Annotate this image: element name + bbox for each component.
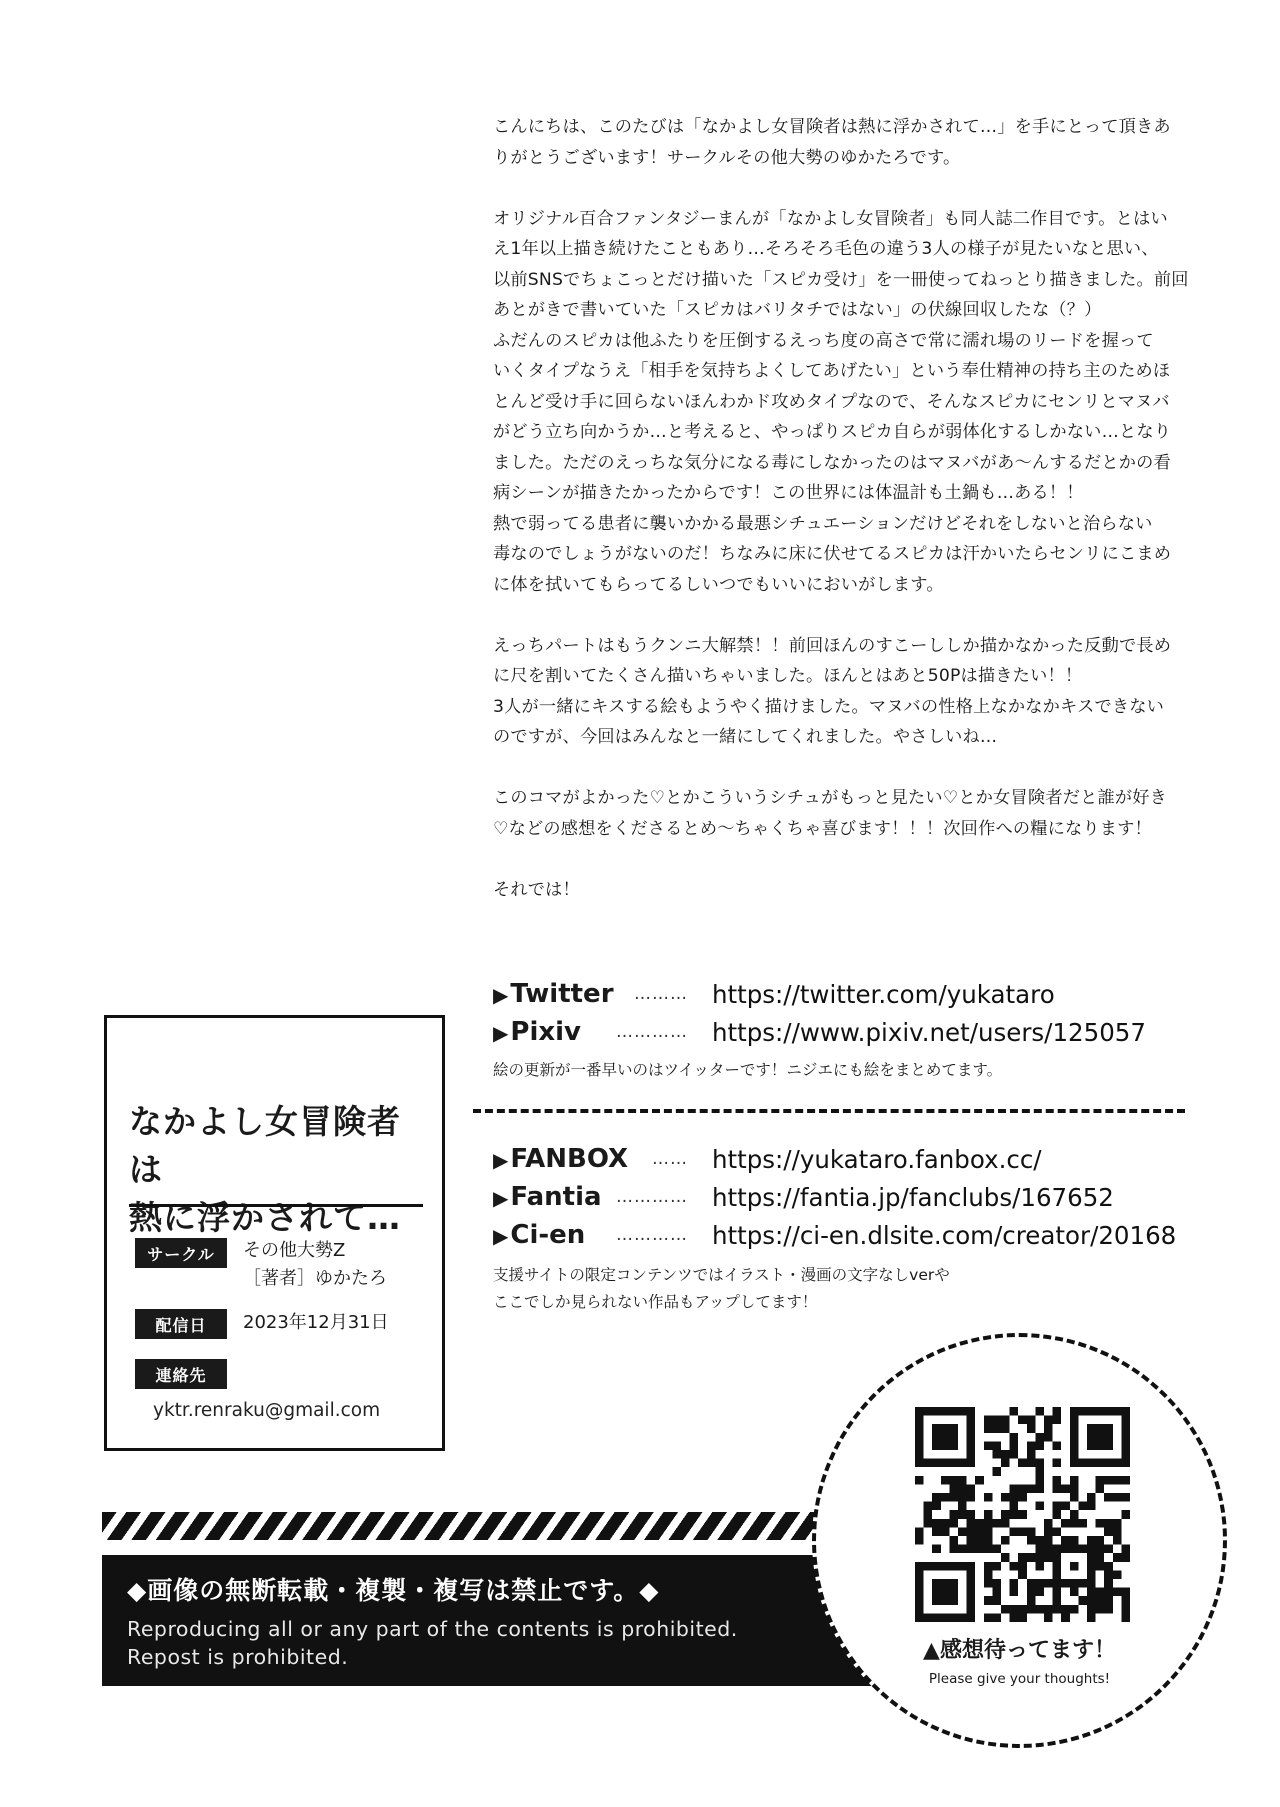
circle-label: サークル (135, 1238, 227, 1268)
afterword-paragraph: このコマがよかった♡とかこういうシチュがもっと見たい♡とか女冒険者だと誰が好き ♡などの感想をくださるとめ〜ちゃくちゃ喜びます！！！次回作への糧になります！ (493, 788, 1168, 839)
twitter-link[interactable]: ▶Twitter ……… https://twitter.com/yukataro (493, 979, 1055, 1009)
dashed-divider (473, 1109, 1185, 1113)
contact-label: 連絡先 (135, 1359, 227, 1389)
afterword-paragraph: オリジナル百合ファンタジーまんが「なかよし女冒険者」も同人誌二作目です。とはい え1年以上描き続けたこともあり…そろそろ毛色の違う3人の様子が見たいなと思い、 以前SNSでちょこっとだけ描いた「スピカ受け」を一冊使ってねっとり描きました。前回 あとがきで書いていた「スピカはバリタチではない」の伏線回収したな（？） ふだんのスピカは他ふたりを圧倒するえっち度の高さで常に濡れ場のリードを握って いくタイプなうえ「相手を気持ちよくしてあげたい」という奉仕精神の持ち主のためほ とんど受け手に回らないほんわかド攻めタイプなので、そんなスピカにセンリとマヌバ がどう立ち向かうか…と考えると、やっぱりスピカ自らが弱体化するしかない…となり ました。ただのえっちな気分になる毒にしなかったのはマヌバがあ〜んするだとかの看 病シーンが描きたかったからです！この世界には体温計も土鍋も…ある！！ 熱で弱ってる患者に襲いかかる最悪シチュエーションだけどそれをしないと治らない 毒なのでしょうがないのだ！ちなみに床に伏せてるスピカは汗かいたらセンリにこまめ に体を拭いてもらってるしいつでもいいにおいがします。 (493, 208, 1189, 595)
date-value: 2023年12月31日 (243, 1312, 389, 1333)
arrow-right-icon: ▶ (493, 1148, 509, 1172)
circle-value: その他大勢Z (243, 1240, 346, 1261)
pixiv-link[interactable]: ▶Pixiv ………… https://www.pixiv.net/users/125057 (493, 1017, 1146, 1047)
sns-links (493, 975, 1213, 1084)
fanbox-link[interactable]: ▶FANBOX …… https://yukataro.fanbox.cc/ (493, 1144, 1042, 1174)
support-links (493, 1140, 1213, 1316)
hazard-stripe (102, 1512, 840, 1540)
feedback-qr-panel (812, 1333, 1227, 1748)
fantia-url[interactable]: https://fantia.jp/fanclubs/167652 (712, 1182, 1114, 1212)
afterword (493, 112, 1193, 936)
fantia-link[interactable]: ▶Fantia ………… https://fantia.jp/fanclubs/167652 (493, 1182, 1114, 1212)
title-divider (129, 1204, 423, 1207)
arrow-right-icon: ▶ (493, 1186, 509, 1210)
support-note: 支援サイトの限定コンテンツではイラスト・漫画の文字なしverや ここでしか見られない作品もアップしてます！ (493, 1266, 950, 1311)
qr-label-en: Please give your thoughts! (928, 1671, 1111, 1687)
afterword-closing: それでは！ (493, 879, 580, 900)
cien-link[interactable]: ▶Ci-en ………… https://ci-en.dlsite.com/creator/20168 (493, 1220, 1177, 1250)
pixiv-url[interactable]: https://www.pixiv.net/users/125057 (712, 1017, 1146, 1047)
cien-url[interactable]: https://ci-en.dlsite.com/creator/20168 (712, 1220, 1177, 1250)
book-title: なかよし女冒険者は 熱に浮かされて… (129, 1102, 401, 1237)
warning-jp: ◆画像の無断転載・複製・複写は禁止です。◆ (127, 1576, 660, 1605)
contact-email[interactable]: yktr.renraku@gmail.com (153, 1400, 381, 1421)
date-label: 配信日 (135, 1309, 227, 1339)
colophon-box (104, 1015, 445, 1451)
afterword-paragraph: こんにちは、このたびは「なかよし女冒険者は熱に浮かされて…」を手にとって頂きあ りがとうございます！サークルその他大勢のゆかたろです。 (493, 117, 1171, 168)
arrow-right-icon: ▶ (493, 1224, 509, 1248)
sns-note: 絵の更新が一番早いのはツイッターです！ニジエにも絵をまとめてます。 (493, 1061, 1003, 1079)
afterword-paragraph: えっちパートはもうクンニ大解禁！！前回ほんのすこーししか描かなかった反動で長め に尺を割いてたくさん描いちゃいました。ほんとはあと50Pは描きたい！！ 3人が一緒にキスする絵もようやく描けました。マヌバの性格上なかなかキスできない のですが、今回はみんなと一緒にしてくれました。やさしいね… (493, 635, 1172, 747)
qr-label-jp: ▲感想待ってます！ (923, 1638, 1116, 1663)
warning-en-line2: Repost is prohibited. (127, 1645, 349, 1669)
twitter-url[interactable]: https://twitter.com/yukataro (712, 979, 1055, 1009)
qr-code[interactable] (915, 1407, 1130, 1622)
arrow-right-icon: ▶ (493, 983, 509, 1007)
warning-en-line1: Reproducing all or any part of the contents is prohibited. (127, 1617, 738, 1641)
author-value: ［著者］ゆかたろ (243, 1268, 387, 1289)
fanbox-url[interactable]: https://yukataro.fanbox.cc/ (712, 1144, 1042, 1174)
arrow-right-icon: ▶ (493, 1021, 509, 1045)
